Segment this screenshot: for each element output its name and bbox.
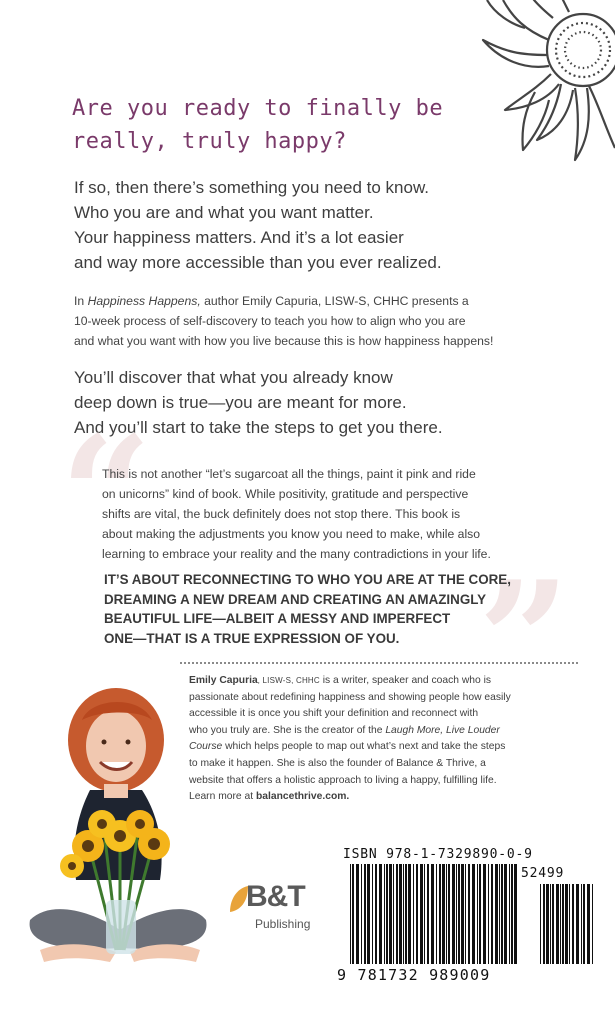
barcode-bar	[399, 864, 402, 964]
description-text: author Emily Capuria, LISW-S, CHHC presents a	[200, 294, 469, 308]
bio-line	[189, 739, 599, 756]
barcode-bar	[499, 864, 500, 964]
bio-line: website that offers a holistic approach to living a happy, fulfilling life.	[189, 774, 497, 786]
barcode-bar	[509, 864, 510, 964]
barcode-bar	[565, 884, 568, 964]
barcode-bar	[452, 864, 455, 964]
emphasis-line: ONE—THAT IS A TRUE EXPRESSION OF YOU.	[104, 630, 400, 646]
barcode-bar	[384, 864, 385, 964]
bio-text: which helps people to map out what’s next and take the steps	[222, 741, 506, 753]
bio-line: accessible it is once you shift your definition and reconnect with	[189, 708, 479, 720]
emphasis-line: BEAUTIFUL LIFE—ALBEIT A MESSY AND IMPERFECT	[104, 611, 451, 626]
barcode-bar	[393, 864, 394, 964]
pull-quote-line: learning to embrace your reality and the many contradictions in your life.	[102, 547, 491, 561]
barcode-bar	[420, 864, 423, 964]
barcode-bar	[511, 864, 513, 964]
intro-line: If so, then there’s something you need to know.	[74, 178, 430, 197]
barcode-bar	[491, 864, 493, 964]
barcode-bar	[448, 864, 450, 964]
barcode-bar	[396, 864, 398, 964]
barcode-bar	[372, 864, 373, 964]
description-text: In	[74, 294, 88, 308]
description-line: 10-week process of self-discovery to teach you how to align who you are	[74, 314, 466, 328]
publisher-name: Publishing	[255, 917, 311, 931]
barcode-bar	[446, 864, 447, 964]
bio-line	[189, 673, 599, 690]
barcode-bar	[562, 884, 564, 964]
barcode-bar	[550, 884, 551, 964]
pull-quote	[102, 464, 582, 564]
pull-quote-line: about making the adjustments you know you need to make, while also	[102, 527, 481, 541]
barcode-bar	[458, 864, 460, 964]
barcode-bar	[552, 884, 554, 964]
bio-text: is a writer, speaker and coach who is	[319, 675, 492, 686]
bio-text: Learn more at	[189, 791, 256, 803]
promise-line: deep down is true—you are meant for more.	[74, 393, 407, 412]
barcode-bar	[403, 864, 404, 964]
emphasis-statement	[104, 570, 564, 648]
bio-line: to make it happen. She is also the founder of Balance & Thrive, a	[189, 757, 486, 769]
barcode-bars	[350, 864, 520, 964]
promise-line: And you’ll start to take the steps to get you there.	[74, 418, 443, 437]
book-description	[74, 291, 574, 351]
author-photo	[20, 680, 210, 990]
promise-line: You’ll discover that what you already know	[74, 368, 393, 387]
barcode-bar	[461, 864, 464, 964]
barcode-bar	[431, 864, 434, 964]
barcode-bar	[583, 884, 585, 964]
pull-quote-line: on unicorns” kind of book. While positivity, gratitude and perspective	[102, 487, 469, 501]
ean-number: 9 781732 989009	[337, 966, 491, 984]
course-title-cont: Course	[189, 741, 223, 753]
barcode-bar	[442, 864, 445, 964]
barcode-bar	[468, 864, 470, 964]
barcode-bar	[456, 864, 457, 964]
barcode-bar	[389, 864, 392, 964]
barcode-bar	[483, 864, 486, 964]
price-barcode-bars	[540, 884, 596, 964]
barcode-bar	[416, 864, 418, 964]
pull-quote-line: This is not another “let’s sugarcoat all the things, paint it pink and ride	[102, 467, 476, 481]
barcode-bar	[504, 864, 507, 964]
intro-line: Who you are and what you want matter.	[74, 203, 374, 222]
barcode-bar	[587, 884, 590, 964]
barcode-bar	[405, 864, 407, 964]
author-bio	[189, 673, 599, 806]
book-title: Happiness Happens,	[87, 294, 201, 308]
headline-line-2: really, truly happy?	[72, 129, 347, 154]
bio-line	[189, 723, 599, 740]
barcode-bar	[546, 884, 549, 964]
author-credentials: , LISW-S, CHHC	[257, 676, 320, 685]
publisher-logo: B&T	[246, 880, 305, 913]
course-title: Laugh More, Live Louder	[385, 724, 500, 736]
emphasis-line: DREAMING A NEW DREAM AND CREATING AN AMAZINGLY	[104, 591, 487, 607]
barcode-bar	[465, 864, 466, 964]
open-quote-mark: “	[60, 401, 153, 589]
barcode-bar	[479, 864, 481, 964]
barcode-bar	[408, 864, 411, 964]
price-code: 52499	[521, 866, 565, 881]
bio-text: who you truly are. She is the creator of the	[189, 724, 386, 736]
barcode-bar	[477, 864, 478, 964]
barcode-bar	[427, 864, 429, 964]
barcode-bar	[352, 864, 354, 964]
barcode-bar	[488, 864, 489, 964]
barcode-bar	[424, 864, 425, 964]
author-name: Emily Capuria	[189, 675, 258, 686]
close-quote-mark: ”	[478, 546, 571, 734]
barcode-bar	[543, 884, 545, 964]
barcode-bar	[514, 864, 517, 964]
barcode-bar	[439, 864, 441, 964]
barcode-bar	[569, 884, 570, 964]
barcode-bar	[367, 864, 370, 964]
headline-line-1: Are you ready to finally be	[72, 96, 444, 121]
emphasis-line: IT’S ABOUT RECONNECTING TO WHO YOU ARE AT THE CORE,	[104, 572, 511, 587]
isbn-number: ISBN 978-1-7329890-0-9	[343, 847, 533, 862]
barcode-bar	[540, 884, 541, 964]
barcode-bar	[364, 864, 366, 964]
barcode-bar	[413, 864, 414, 964]
barcode-bar	[501, 864, 503, 964]
barcode-bar	[472, 864, 475, 964]
barcode-bar	[379, 864, 382, 964]
barcode-bar	[356, 864, 359, 964]
website-link[interactable]: balancethrive.com.	[255, 791, 350, 803]
barcode-bar	[572, 884, 574, 964]
barcode-bar	[576, 884, 579, 964]
barcode-bar	[592, 884, 593, 964]
description-line	[74, 291, 574, 311]
barcode-bar	[581, 884, 582, 964]
bio-line: passionate about redefining happiness and showing people how easily	[189, 691, 511, 703]
pull-quote-line: shifts are vital, the buck definitely does not stop there. This book is	[102, 507, 461, 521]
intro-line: Your happiness matters. And it’s a lot easier	[74, 228, 404, 247]
barcode-bar	[361, 864, 362, 964]
barcode-bar	[375, 864, 377, 964]
intro-paragraph	[74, 175, 494, 275]
bio-line	[189, 789, 599, 806]
barcode-bar	[556, 884, 559, 964]
dotted-divider	[180, 662, 578, 664]
barcode-bar	[560, 884, 561, 964]
barcode-bar	[350, 864, 351, 964]
barcode-bar	[495, 864, 498, 964]
description-line: and what you want with how you live because this is how happiness happens!	[74, 334, 494, 348]
headline	[72, 92, 492, 158]
barcode-bar	[386, 864, 388, 964]
intro-line: and way more accessible than you ever realized.	[74, 253, 442, 272]
barcode-bar	[436, 864, 437, 964]
